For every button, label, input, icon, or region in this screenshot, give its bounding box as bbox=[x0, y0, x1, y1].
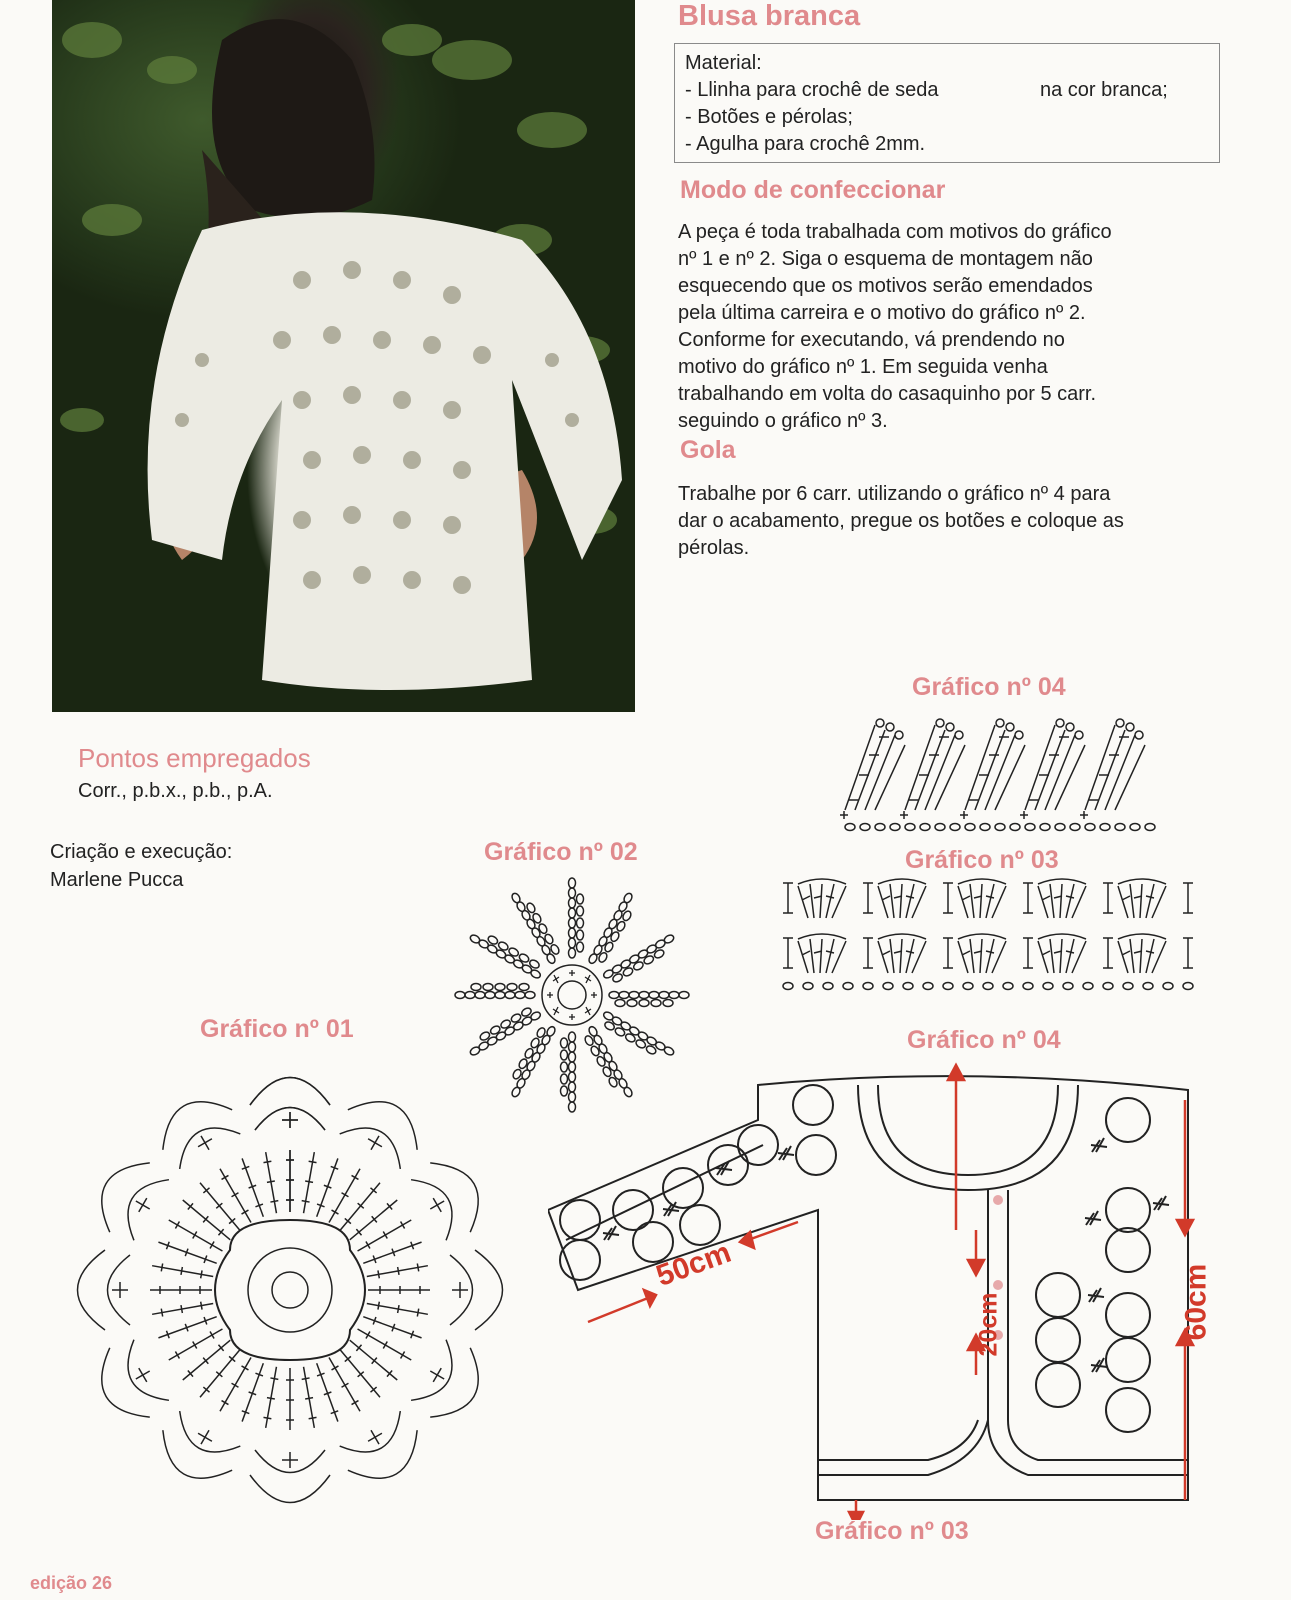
diagram-title-g03: Gráfico nº 03 bbox=[815, 1517, 969, 1545]
chart-title-g01: Gráfico nº 01 bbox=[200, 1015, 354, 1043]
modo-line: trabalhando em volta do casaquinho por 5 carr. bbox=[678, 383, 1097, 405]
modo-heading: Modo de confeccionar bbox=[680, 176, 946, 204]
modo-line: pela última carreira e o motivo do gráfico nº 2. bbox=[678, 302, 1086, 324]
body-length-label: 60cm bbox=[1179, 1263, 1213, 1341]
chart-title-g03: Gráfico nº 03 bbox=[905, 846, 1059, 874]
modo-line: A peça é toda trabalhada com motivos do gráfico bbox=[678, 221, 1112, 243]
assembly-diagram bbox=[548, 1060, 1218, 1520]
page-title: Blusa branca bbox=[678, 0, 861, 32]
material-item-suffix: na cor branca; bbox=[1040, 79, 1168, 101]
chart-title-g02: Gráfico nº 02 bbox=[484, 838, 638, 866]
modo-line: motivo do gráfico nº 1. Em seguida venha bbox=[678, 356, 1048, 378]
chart-title-g04: Gráfico nº 04 bbox=[912, 673, 1066, 701]
credits bbox=[50, 838, 232, 894]
gola-line: pérolas. bbox=[678, 537, 750, 559]
material-item-text: - Llinha para crochê de seda bbox=[685, 79, 939, 101]
material-item: - Botões e pérolas; bbox=[685, 106, 853, 128]
material-item bbox=[685, 77, 1209, 104]
chart-g04-pattern bbox=[835, 705, 1165, 835]
pontos-heading: Pontos empregados bbox=[78, 743, 311, 773]
sleeve-length-label: 50cm bbox=[652, 1235, 736, 1294]
modo-line: nº 1 e nº 2. Siga o esquema de montagem não bbox=[678, 248, 1093, 270]
blouse-photo bbox=[52, 0, 635, 712]
gola-text bbox=[678, 481, 1238, 562]
pontos-text: Corr., p.b.x., p.b., p.A. bbox=[78, 780, 273, 802]
modo-line: Conforme for executando, vá prendendo no bbox=[678, 329, 1065, 351]
credits-label: Criação e execução: bbox=[50, 841, 233, 863]
gola-heading: Gola bbox=[680, 436, 736, 464]
diagram-title-g04: Gráfico nº 04 bbox=[907, 1026, 1061, 1054]
chart-g01-motif bbox=[40, 1050, 540, 1530]
gola-line: Trabalhe por 6 carr. utilizando o gráfico nº 4 para bbox=[678, 483, 1111, 505]
modo-line: esquecendo que os motivos serão emendados bbox=[678, 275, 1093, 297]
material-box bbox=[674, 43, 1220, 163]
chart-g03-pattern bbox=[778, 878, 1208, 996]
page-footer: edição 26 bbox=[30, 1573, 113, 1593]
material-heading: Material: bbox=[685, 52, 762, 74]
gola-line: dar o acabamento, pregue os botões e coloque as bbox=[678, 510, 1124, 532]
credits-name: Marlene Pucca bbox=[50, 869, 184, 891]
modo-text bbox=[678, 219, 1238, 435]
modo-line: seguindo o gráfico nº 3. bbox=[678, 410, 888, 432]
material-item: - Agulha para crochê 2mm. bbox=[685, 133, 926, 155]
front-opening-label: 20cm bbox=[974, 1292, 1003, 1357]
